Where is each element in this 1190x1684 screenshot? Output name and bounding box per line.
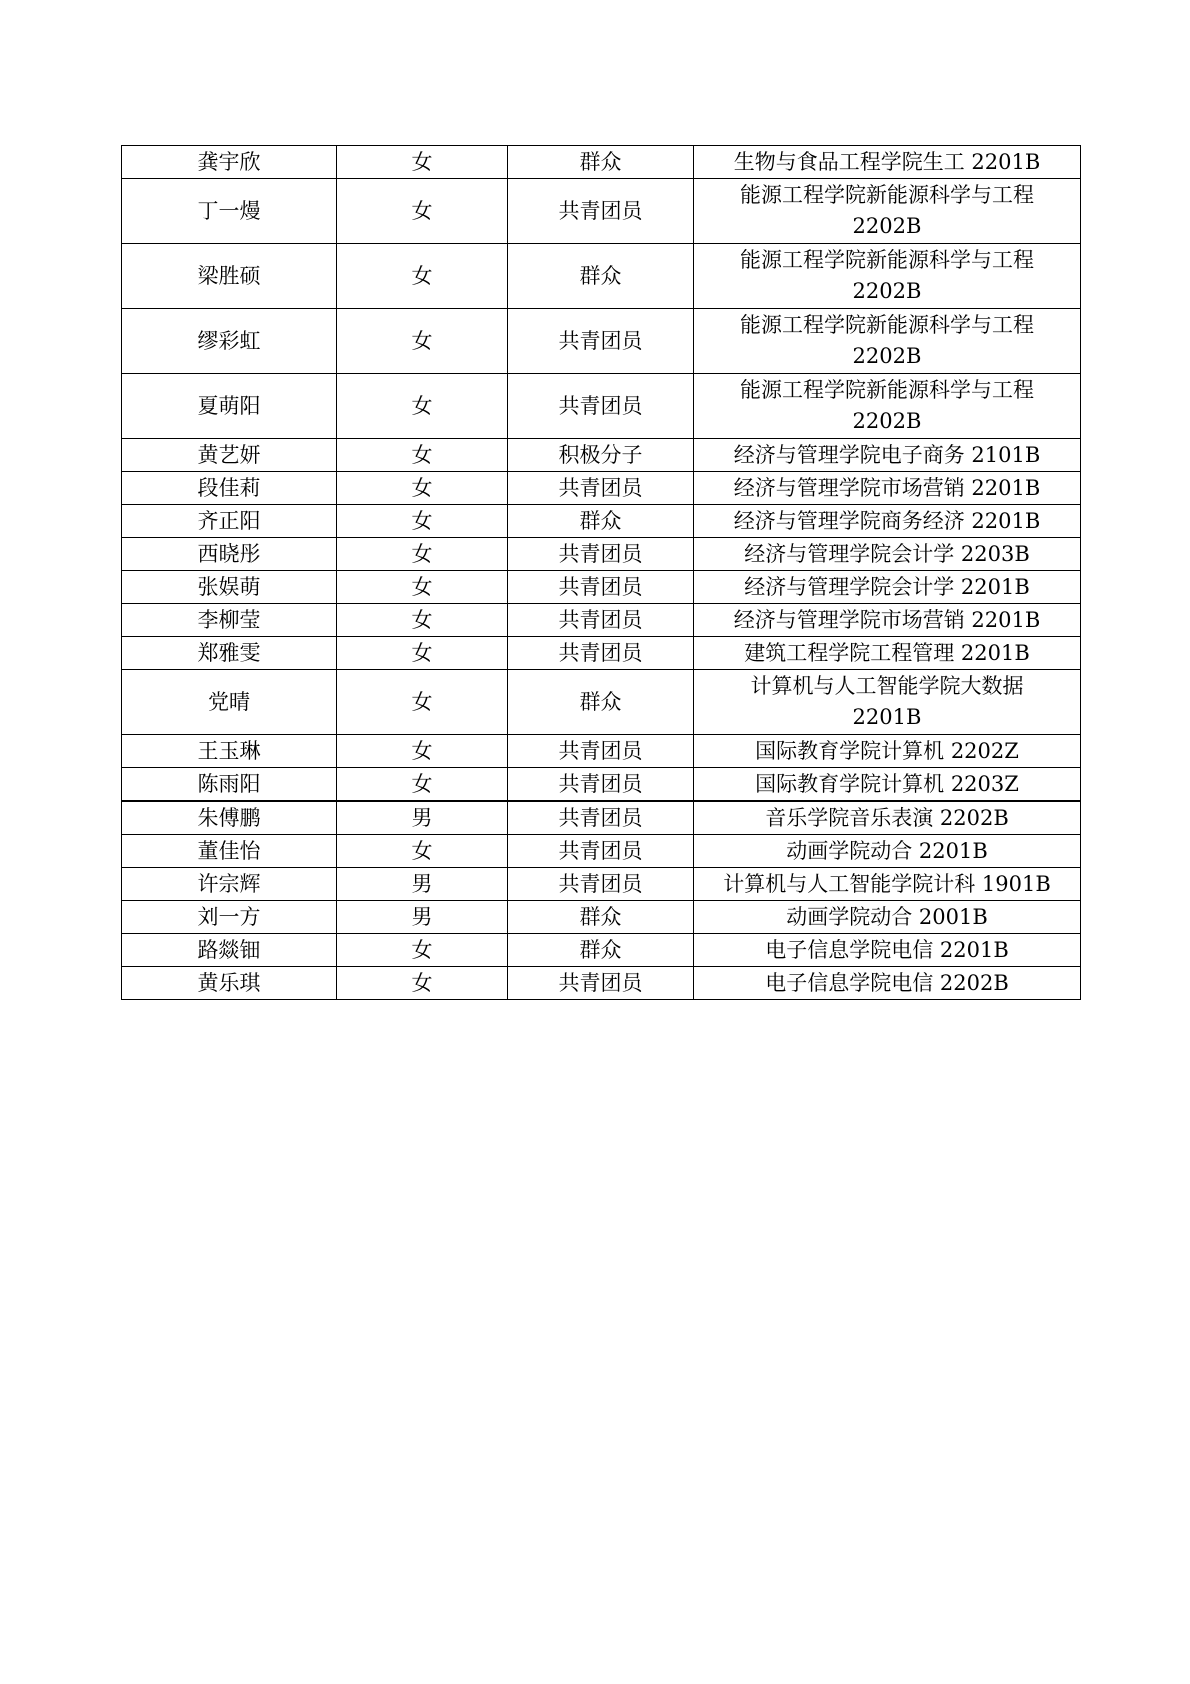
gender-cell: 女: [337, 472, 508, 505]
political-status-cell: 群众: [508, 934, 694, 967]
gender-cell: 女: [337, 967, 508, 1000]
class-cell: 经济与管理学院市场营销 2201B: [694, 604, 1081, 637]
table-row: [122, 505, 1081, 538]
political-status-cell: 共青团员: [508, 768, 694, 802]
name-cell: 董佳怡: [122, 835, 337, 868]
gender-cell: 女: [337, 538, 508, 571]
political-status-cell: 积极分子: [508, 439, 694, 472]
name-cell: 西晓彤: [122, 538, 337, 571]
table-row: [122, 868, 1081, 901]
gender-cell: 男: [337, 801, 508, 835]
table-row: [122, 670, 1081, 735]
table-row: [122, 801, 1081, 835]
political-status-cell: 共青团员: [508, 472, 694, 505]
name-cell: 夏萌阳: [122, 374, 337, 439]
political-status-cell: 共青团员: [508, 735, 694, 768]
political-status-cell: 共青团员: [508, 967, 694, 1000]
political-status-cell: 群众: [508, 505, 694, 538]
class-cell: 音乐学院音乐表演 2202B: [694, 801, 1081, 835]
table-row: [122, 835, 1081, 868]
gender-cell: 男: [337, 868, 508, 901]
table-row: [122, 637, 1081, 670]
table-row: [122, 901, 1081, 934]
table-row: [122, 472, 1081, 505]
name-cell: 路燚钿: [122, 934, 337, 967]
class-cell: 经济与管理学院会计学 2203B: [694, 538, 1081, 571]
table-row: [122, 967, 1081, 1000]
gender-cell: 女: [337, 571, 508, 604]
political-status-cell: 共青团员: [508, 835, 694, 868]
table-row: [122, 179, 1081, 244]
political-status-cell: 共青团员: [508, 604, 694, 637]
table-row: [122, 571, 1081, 604]
political-status-cell: 共青团员: [508, 374, 694, 439]
gender-cell: 女: [337, 374, 508, 439]
name-cell: 龚宇欣: [122, 146, 337, 179]
political-status-cell: 共青团员: [508, 571, 694, 604]
political-status-cell: 群众: [508, 244, 694, 309]
gender-cell: 女: [337, 179, 508, 244]
name-cell: 张娱萌: [122, 571, 337, 604]
gender-cell: 女: [337, 637, 508, 670]
name-cell: 朱傅鹏: [122, 801, 337, 835]
table-row: [122, 538, 1081, 571]
political-status-cell: 群众: [508, 670, 694, 735]
class-cell: 计算机与人工智能学院计科 1901B: [694, 868, 1081, 901]
table-row: [122, 934, 1081, 967]
name-cell: 段佳莉: [122, 472, 337, 505]
class-cell: 能源工程学院新能源科学与工程 2202B: [694, 244, 1081, 309]
name-cell: 梁胜硕: [122, 244, 337, 309]
class-cell: 计算机与人工智能学院大数据 2201B: [694, 670, 1081, 735]
table-row: [122, 768, 1081, 802]
name-cell: 缪彩虹: [122, 309, 337, 374]
gender-cell: 女: [337, 244, 508, 309]
political-status-cell: 共青团员: [508, 637, 694, 670]
class-cell: 国际教育学院计算机 2202Z: [694, 735, 1081, 768]
class-cell: 电子信息学院电信 2201B: [694, 934, 1081, 967]
class-cell: 能源工程学院新能源科学与工程 2202B: [694, 374, 1081, 439]
name-cell: 许宗辉: [122, 868, 337, 901]
class-cell: 经济与管理学院会计学 2201B: [694, 571, 1081, 604]
political-status-cell: 共青团员: [508, 309, 694, 374]
gender-cell: 女: [337, 835, 508, 868]
name-cell: 黄艺妍: [122, 439, 337, 472]
table-row: [122, 735, 1081, 768]
name-cell: 郑雅雯: [122, 637, 337, 670]
class-cell: 动画学院动合 2001B: [694, 901, 1081, 934]
political-status-cell: 群众: [508, 901, 694, 934]
gender-cell: 女: [337, 439, 508, 472]
name-cell: 黄乐琪: [122, 967, 337, 1000]
class-cell: 经济与管理学院电子商务 2101B: [694, 439, 1081, 472]
gender-cell: 女: [337, 670, 508, 735]
class-cell: 经济与管理学院市场营销 2201B: [694, 472, 1081, 505]
name-cell: 党晴: [122, 670, 337, 735]
table-row: [122, 309, 1081, 374]
name-cell: 王玉琳: [122, 735, 337, 768]
political-status-cell: 群众: [508, 146, 694, 179]
name-cell: 刘一方: [122, 901, 337, 934]
political-status-cell: 共青团员: [508, 538, 694, 571]
class-cell: 生物与食品工程学院生工 2201B: [694, 146, 1081, 179]
political-status-cell: 共青团员: [508, 868, 694, 901]
class-cell: 经济与管理学院商务经济 2201B: [694, 505, 1081, 538]
name-cell: 陈雨阳: [122, 768, 337, 802]
name-cell: 齐正阳: [122, 505, 337, 538]
class-cell: 能源工程学院新能源科学与工程 2202B: [694, 179, 1081, 244]
class-cell: 国际教育学院计算机 2203Z: [694, 768, 1081, 802]
gender-cell: 女: [337, 768, 508, 802]
political-status-cell: 共青团员: [508, 801, 694, 835]
gender-cell: 男: [337, 901, 508, 934]
class-cell: 能源工程学院新能源科学与工程 2202B: [694, 309, 1081, 374]
gender-cell: 女: [337, 934, 508, 967]
gender-cell: 女: [337, 309, 508, 374]
name-cell: 李柳莹: [122, 604, 337, 637]
gender-cell: 女: [337, 146, 508, 179]
class-cell: 建筑工程学院工程管理 2201B: [694, 637, 1081, 670]
class-cell: 动画学院动合 2201B: [694, 835, 1081, 868]
student-roster-table: [121, 145, 1081, 1000]
table-row: [122, 146, 1081, 179]
gender-cell: 女: [337, 505, 508, 538]
table-row: [122, 439, 1081, 472]
political-status-cell: 共青团员: [508, 179, 694, 244]
table-row: [122, 244, 1081, 309]
gender-cell: 女: [337, 735, 508, 768]
class-cell: 电子信息学院电信 2202B: [694, 967, 1081, 1000]
name-cell: 丁一熳: [122, 179, 337, 244]
gender-cell: 女: [337, 604, 508, 637]
table-row: [122, 604, 1081, 637]
table-row: [122, 374, 1081, 439]
